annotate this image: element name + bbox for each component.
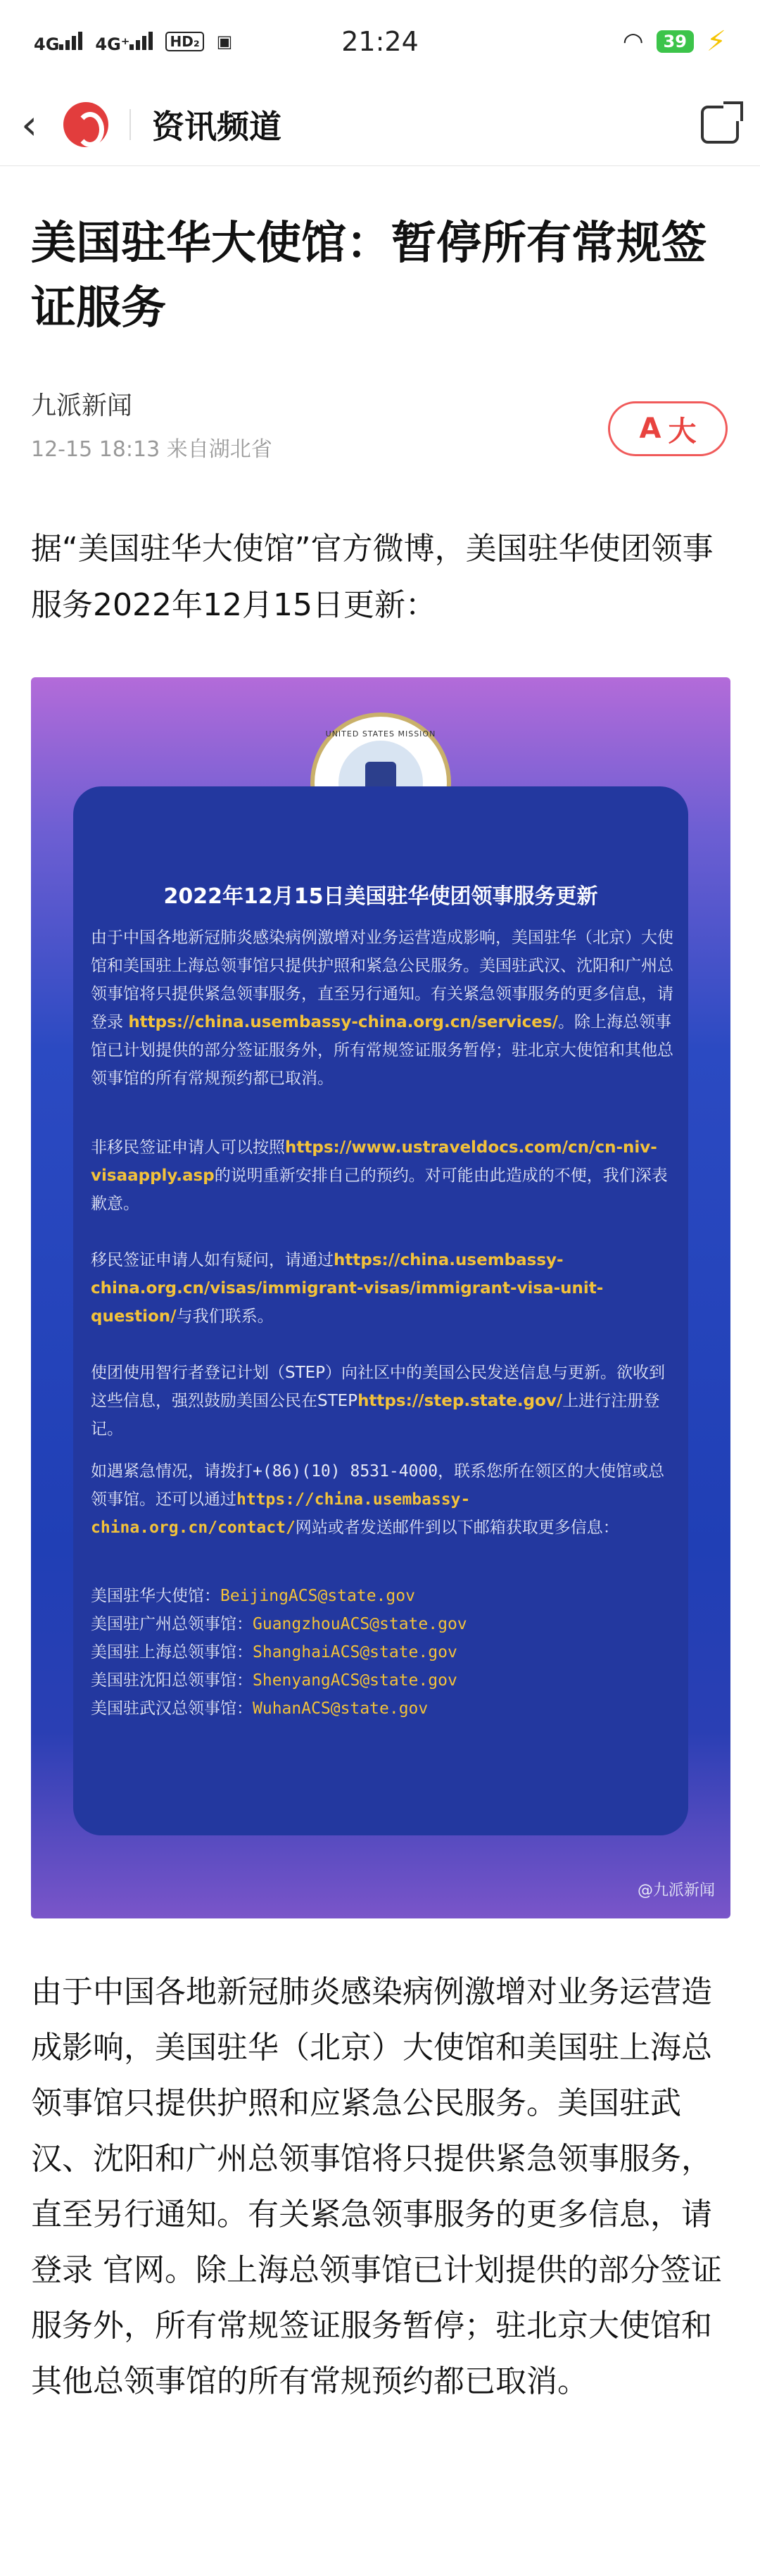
notice-title: 2022年12月15日美国驻华使团领事服务更新	[163, 884, 598, 909]
wifi-icon: ◠	[622, 27, 644, 56]
notice-paragraph-1	[91, 924, 675, 1093]
network-2: 4G⁺	[95, 29, 153, 54]
p5-after: 网站或者发送邮件到以下邮箱获取更多信息：	[295, 1519, 619, 1537]
step-link[interactable]: https://step.state.gov/	[357, 1392, 563, 1410]
p2-after: 的说明重新安排自己的预约。对可能由此造成的不便，我们深表歉意。	[91, 1167, 668, 1213]
email-link[interactable]: WuhanACS@state.gov	[253, 1699, 429, 1718]
clock: 21:24	[341, 26, 419, 57]
services-link[interactable]: https://china.usembassy-china.org.cn/services/	[128, 1013, 558, 1031]
seal-top-text: UNITED STATES MISSION	[325, 729, 436, 739]
p4-pre: 使团使用智行者登记计划（STEP）向社区中的美国公民发送信息与更新。欲收到这些信息，强烈鼓励美国公民在STEP	[91, 1364, 666, 1410]
embassy-notice-image[interactable]	[31, 677, 730, 1918]
notice-paragraph-5	[91, 1457, 675, 1542]
font-size-label: 大	[668, 415, 697, 448]
watermark: @九派新闻	[637, 1882, 715, 1899]
contact-row: 美国驻武汉总领事馆：WuhanACS@state.gov	[91, 1699, 429, 1718]
app-logo-icon[interactable]	[63, 102, 108, 147]
p3-pre: 移民签证申请人如有疑问，请通过	[91, 1251, 334, 1269]
email-link[interactable]: BeijingACS@state.gov	[220, 1587, 415, 1605]
email-link[interactable]: ShanghaiACS@state.gov	[253, 1643, 457, 1661]
niv-visa-link[interactable]: https://www.ustraveldocs.com/cn/cn-niv-visaapply.asp	[91, 1138, 657, 1185]
contact-row: 美国驻沈阳总领事馆：ShenyangACS@state.gov	[91, 1671, 457, 1690]
article-headline: 美国驻华大使馆：暂停所有常规签证服务	[31, 218, 707, 334]
share-icon[interactable]	[701, 106, 739, 144]
hd-badge: HD₂	[165, 32, 203, 51]
p3-after: 与我们联系。	[176, 1307, 274, 1326]
body-paragraph: 由于中国各地新冠肺炎感染病例激增对业务运营造成影响，美国驻华（北京）大使馆和美国驻上海总领事馆只提供护照和应紧急公民服务。美国驻武汉、沈阳和广州总领事馆将只提供紧急领事服务，直至另行通知。有关紧急领事服务的更多信息，请登录 官网。除上海总领事馆已计划提供的部分签证服务外，所有常规签证服务暂停；驻北京大使馆和其他总领事馆的所有常规预约都已取消。	[31, 1974, 722, 2399]
status-bar	[0, 0, 760, 83]
p2-pre: 非移民签证申请人可以按照	[91, 1138, 285, 1157]
immigrant-visa-link[interactable]: https://china.usembassy-china.org.cn/visas/immigrant-visas/immigrant-visa-unit-question/	[91, 1251, 604, 1326]
back-icon[interactable]: ‹	[21, 100, 38, 149]
nav-bar	[0, 83, 760, 166]
nav-divider	[129, 109, 131, 140]
p5-pre: 如遇紧急情况，请拨打+(86)(10) 8531-4000，联系您所在领区的大使馆或总领事馆。还可以通过	[91, 1462, 665, 1509]
notification-icon: ▣	[216, 32, 233, 51]
intro-paragraph: 据“美国驻华大使馆”官方微博，美国驻华使团领事服务2022年12月15日更新：	[31, 531, 714, 623]
p1-text: 由于中国各地新冠肺炎感染病例激增对业务运营造成影响，美国驻华（北京）大使馆和美国驻上海总领事馆只提供护照和紧急公民服务。美国驻武汉、沈阳和广州总领事馆将只提供紧急领事服务，直至另行通知。有关紧急领事服务的更多信息，请登录	[91, 929, 673, 1031]
contact-row: 美国驻华大使馆：BeijingACS@state.gov	[91, 1587, 415, 1605]
network-1: 4G	[34, 29, 82, 54]
article-meta: 12-15 18:13 来自湖北省	[31, 437, 272, 462]
p1-after: 。除上海总领事馆已计划提供的部分签证服务外，所有常规签证服务暂停；驻北京大使馆和其他总领事馆的所有常规预约都已取消。	[91, 1013, 673, 1088]
notice-paragraph-4	[91, 1359, 675, 1443]
contact-link[interactable]: https://china.usembassy-china.org.cn/contact/	[91, 1490, 471, 1537]
battery-icon: 39	[657, 30, 694, 53]
email-link[interactable]: GuangzhouACS@state.gov	[253, 1615, 467, 1633]
article-source[interactable]: 九派新闻	[31, 391, 133, 420]
p4-after: 上进行注册登记。	[91, 1392, 660, 1438]
font-size-button[interactable]	[608, 401, 728, 456]
nav-title: 资讯频道	[152, 107, 281, 146]
notice-paragraph-3	[91, 1246, 675, 1331]
email-link[interactable]: ShenyangACS@state.gov	[253, 1671, 457, 1690]
contact-row: 美国驻上海总领事馆：ShanghaiACS@state.gov	[91, 1643, 457, 1661]
font-a-icon: A	[639, 413, 661, 445]
charging-icon: ⚡	[706, 25, 726, 58]
contact-row: 美国驻广州总领事馆：GuangzhouACS@state.gov	[91, 1615, 467, 1633]
contact-list	[91, 1582, 675, 1723]
notice-paragraph-2	[91, 1133, 675, 1218]
